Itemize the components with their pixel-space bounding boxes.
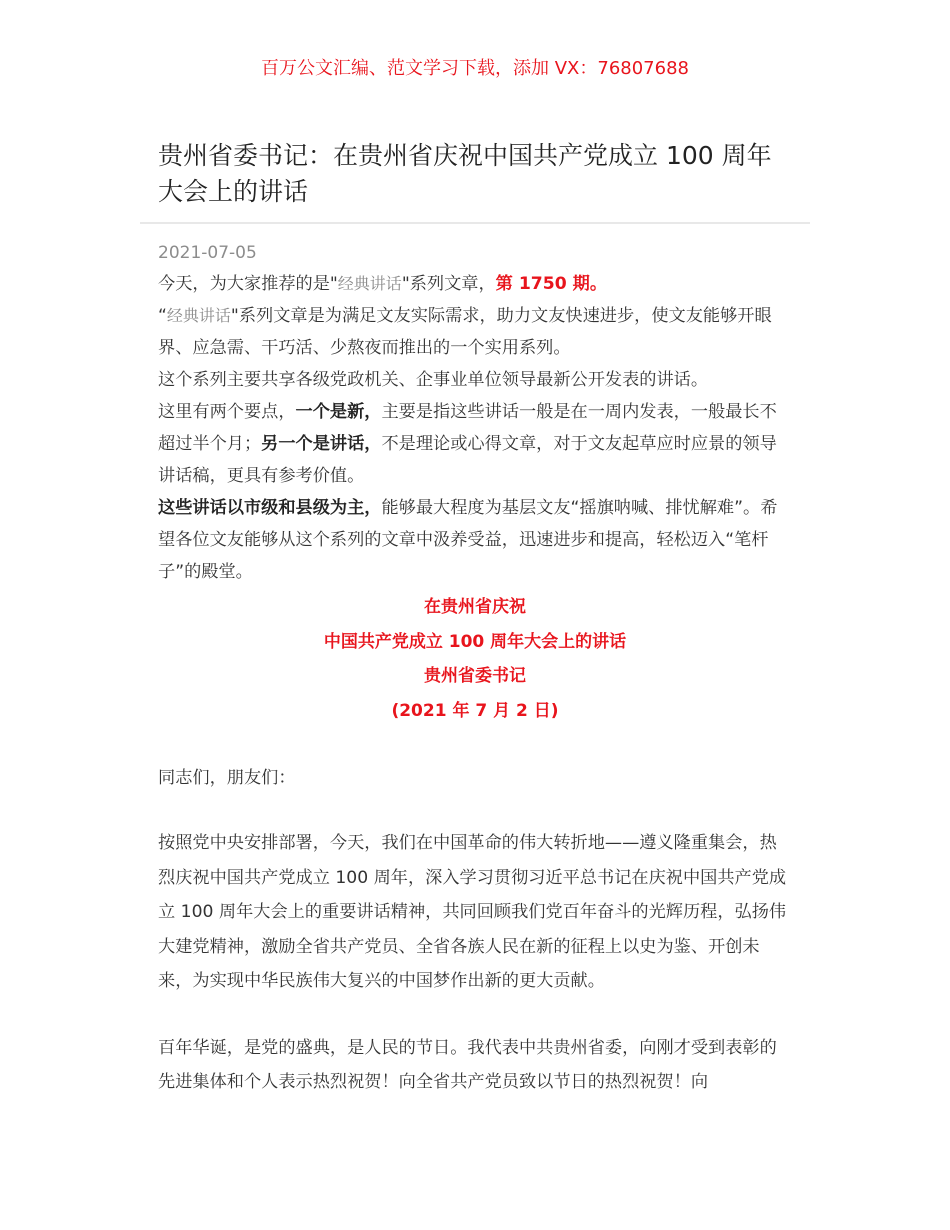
intro-text: 今天，为大家推荐的是": [158, 274, 338, 294]
spacer: [158, 728, 792, 762]
intro-text: "系列文章是为满足文友实际需求，助力文友快速进步，使文友能够开眼界、应急需、干巧活、少熬夜而推出的一个实用系列。: [158, 306, 772, 358]
intro-paragraph-5: [158, 492, 792, 588]
speech-heading: [158, 590, 792, 728]
article-title: 贵州省委书记：在贵州省庆祝中国共产党成立 100 周年大会上的讲话: [140, 138, 810, 224]
spacer: [158, 999, 792, 1031]
intro-text: 能够最大程度为基层文友“摇旗呐喊、排忧解难”。希望各位文友能够从这个系列的文章中汲养受益，迅速进步和提高，轻松迈入“笔杆子”的殿堂。: [158, 498, 778, 582]
speech-paragraph-2: 百年华诞，是党的盛典，是人民的节日。我代表中共贵州省委，向刚才受到表彰的先进集体和个人表示热烈祝贺！向全省共产党员致以节日的热烈祝贺！向: [158, 1037, 777, 1092]
article: [140, 138, 810, 1100]
spacer: [158, 794, 792, 826]
intro-text: "系列文章，: [401, 274, 496, 294]
intro-text: 不是理论或心得文章，对于文友起草应时应景的领导讲话稿，更具有参考价值。: [158, 434, 777, 486]
intro-text: 主要是指这些讲话一般是在一周内发表，一般最长不超过半个月；: [158, 402, 777, 454]
intro-text: “: [158, 306, 167, 326]
intro-paragraph-1: [158, 268, 792, 300]
promo-banner: 百万公文汇编、范文学习下载，添加 VX：76807688: [261, 58, 689, 79]
key-point-speech: 另一个是讲话，: [261, 434, 382, 454]
intro-paragraph-4: [158, 396, 792, 492]
intro-paragraph-2: [158, 300, 792, 364]
speech-heading-line-2: 中国共产党成立 100 周年大会上的讲话: [323, 631, 627, 652]
speech-heading-line-4: (2021 年 7 月 2 日): [391, 700, 559, 721]
intro-paragraph-3: 这个系列主要共享各级党政机关、企事业单位领导最新公开发表的讲话。: [158, 370, 709, 390]
series-name: 经典讲话: [166, 306, 231, 325]
issue-number: 第 1750 期。: [495, 274, 608, 294]
speech-heading-line-1: 在贵州省庆祝: [424, 597, 526, 617]
publish-date: 2021-07-05: [158, 243, 257, 263]
speech-heading-line-3: 贵州省委书记: [424, 666, 526, 686]
intro-text: 这里有两个要点，: [158, 402, 296, 422]
series-name: 经典讲话: [337, 274, 402, 293]
article-body: [140, 224, 810, 1100]
key-point-new: 一个是新，: [295, 402, 382, 422]
salutation: 同志们，朋友们：: [158, 768, 296, 788]
key-point-level: 这些讲话以市级和县级为主，: [158, 498, 382, 518]
speech-paragraph-1: 按照党中央安排部署，今天，我们在中国革命的伟大转折地——遵义隆重集会，热烈庆祝中国共产党成立 100 周年，深入学习贯彻习近平总书记在庆祝中国共产党成立 100 周年大会上的重要讲话精神，共同回顾我们党百年奋斗的光辉历程，弘扬伟大建党精神，激励全省共产党员、全省各族人民在新的征程上以史为鉴、开创未来，为实现中华民族伟大复兴的中国梦作出新的更大贡献。: [158, 833, 787, 991]
